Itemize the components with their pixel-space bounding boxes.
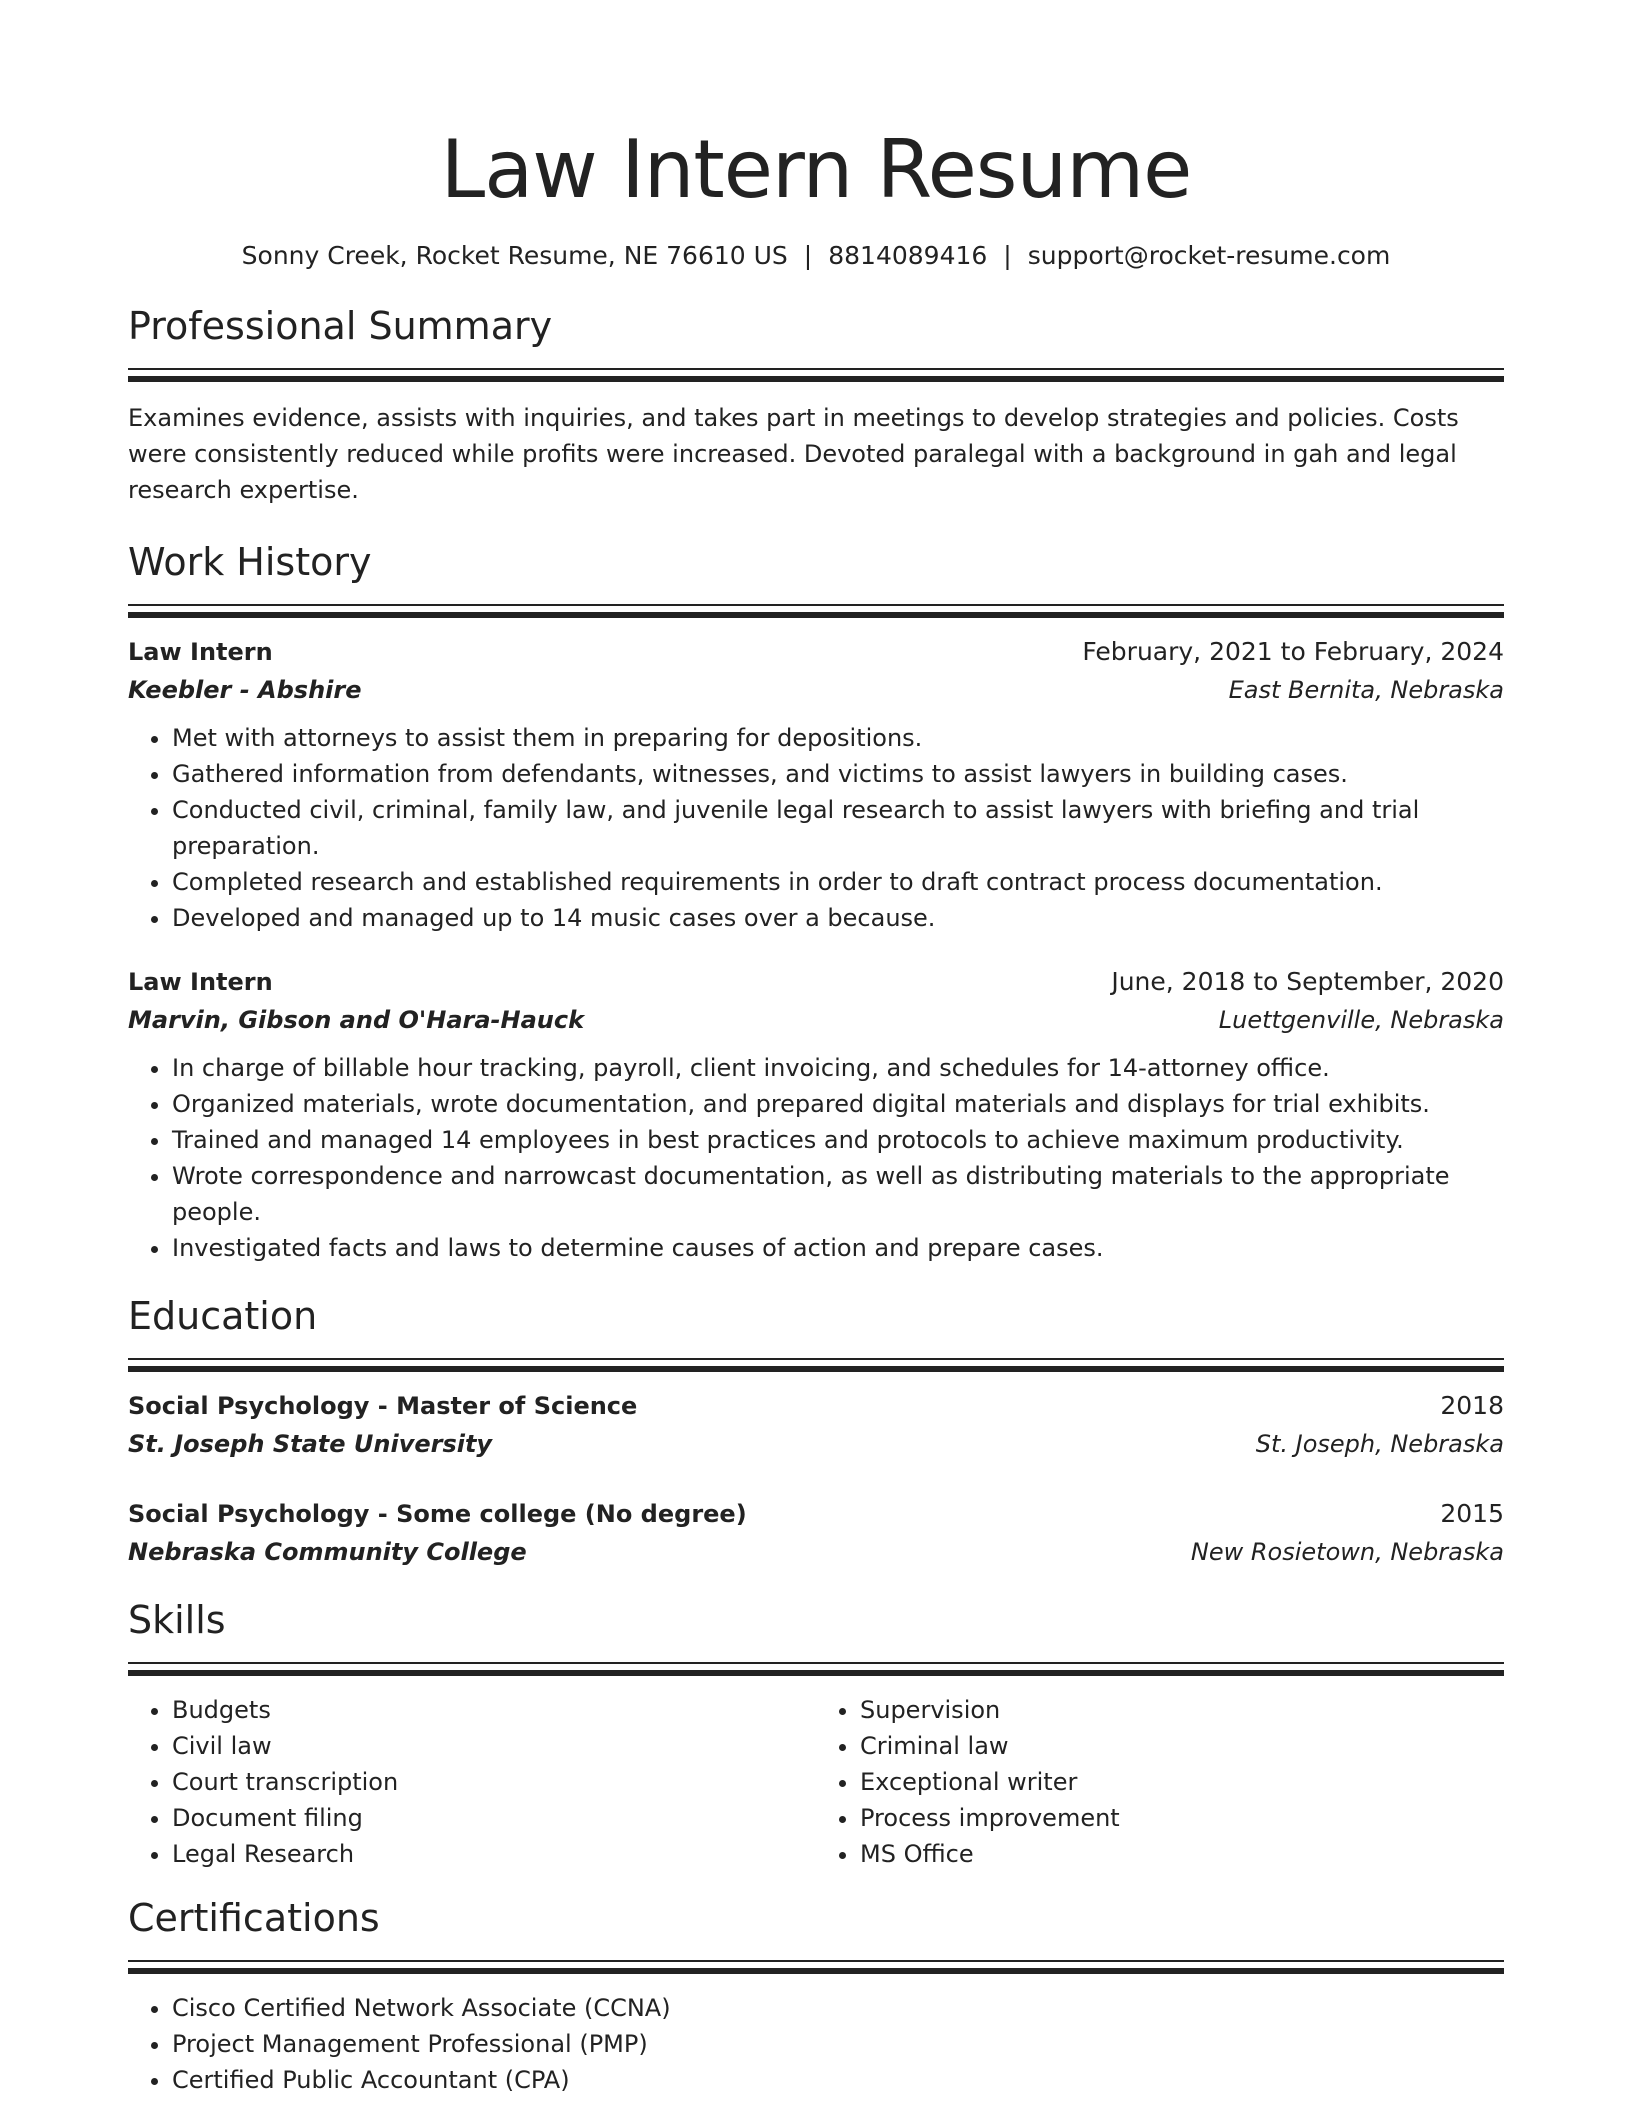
- job-location: Luettgenville, Nebraska: [1218, 1006, 1504, 1034]
- list-item: • Trained and managed 14 employees in best practices and protocols to achieve maximum productivity.: [172, 1122, 1504, 1158]
- job-company: Keebler - Abshire: [128, 676, 362, 704]
- section-heading-work: Work History: [128, 540, 372, 584]
- list-item: • Gathered information from defendants, witnesses, and victims to assist lawyers in building cases.: [172, 756, 1504, 792]
- skill-item: • Exceptional writer: [860, 1764, 1504, 1800]
- education-year: 2015: [1440, 1499, 1504, 1528]
- job-location: East Bernita, Nebraska: [1228, 676, 1504, 704]
- contact-address: Sonny Creek, Rocket Resume, NE 76610 US: [241, 241, 788, 270]
- section-divider: [128, 368, 1504, 384]
- section-divider: [128, 1960, 1504, 1976]
- skill-item: • Budgets: [172, 1692, 816, 1728]
- education-entry: [128, 1496, 1504, 1572]
- section-heading-summary: Professional Summary: [128, 304, 553, 348]
- skill-item: • MS Office: [860, 1836, 1504, 1872]
- education-entry: [128, 1388, 1504, 1464]
- skills-list-left: [128, 1692, 816, 1872]
- skills-list-right: [816, 1692, 1504, 1872]
- education-location: St. Joseph, Nebraska: [1255, 1430, 1504, 1458]
- contact-line: [128, 240, 1504, 272]
- skills-columns: [128, 1678, 1504, 1872]
- job-duties: [128, 720, 1504, 936]
- section-heading-certifications: Certifications: [128, 1896, 380, 1940]
- section-divider: [128, 1358, 1504, 1374]
- job-entry: [128, 634, 1504, 936]
- contact-separator: |: [803, 241, 813, 270]
- section-heading-education: Education: [128, 1294, 318, 1338]
- list-item: • Investigated facts and laws to determine causes of action and prepare cases.: [172, 1230, 1504, 1266]
- education-location: New Rosietown, Nebraska: [1190, 1538, 1504, 1566]
- certifications-section: [128, 1894, 1504, 2098]
- job-company: Marvin, Gibson and O'Hara-Hauck: [128, 1006, 585, 1034]
- job-dates: June, 2018 to September, 2020: [1111, 967, 1504, 996]
- contact-email: support@rocket-resume.com: [1027, 241, 1391, 270]
- contact-separator: |: [1003, 241, 1012, 270]
- section-divider: [128, 1662, 1504, 1678]
- skill-item: • Civil law: [172, 1728, 816, 1764]
- summary-text: Examines evidence, assists with inquiries, and takes part in meetings to develop strategies and policies. Costs were consistently reduced while profits were increased. Devoted paralegal with a background in gah and legal research expertise.: [128, 404, 1459, 504]
- list-item: • Completed research and established requirements in order to draft contract process documentation.: [172, 864, 1504, 900]
- skills-section: [128, 1596, 1504, 1872]
- education-degree: Social Psychology - Master of Science: [128, 1392, 638, 1420]
- list-item: • Organized materials, wrote documentation, and prepared digital materials and displays for trial exhibits.: [172, 1086, 1504, 1122]
- education-year: 2018: [1440, 1391, 1504, 1420]
- list-item: • Conducted civil, criminal, family law, and juvenile legal research to assist lawyers with briefing and trial preparation.: [172, 792, 1504, 864]
- contact-phone: 8814089416: [828, 241, 988, 270]
- work-history-section: [128, 538, 1504, 1266]
- job-dates: February, 2021 to February, 2024: [1082, 637, 1504, 666]
- skill-item: • Legal Research: [172, 1836, 816, 1872]
- summary-section: [128, 302, 1504, 508]
- job-title: Law Intern: [128, 638, 273, 666]
- skill-item: • Criminal law: [860, 1728, 1504, 1764]
- list-item: • In charge of billable hour tracking, payroll, client invoicing, and schedules for 14-attorney office.: [172, 1050, 1504, 1086]
- education-section: [128, 1292, 1504, 1572]
- skill-item: • Court transcription: [172, 1764, 816, 1800]
- education-school: Nebraska Community College: [128, 1538, 527, 1566]
- list-item: • Developed and managed up to 14 music cases over a because.: [172, 900, 1504, 936]
- skill-item: • Supervision: [860, 1692, 1504, 1728]
- list-item: • Wrote correspondence and narrowcast documentation, as well as distributing materials to the appropriate people.: [172, 1158, 1504, 1230]
- job-entry: [128, 964, 1504, 1266]
- certifications-list: [128, 1990, 1504, 2098]
- certification-item: • Certified Public Accountant (CPA): [172, 2062, 1504, 2098]
- skill-item: • Process improvement: [860, 1800, 1504, 1836]
- certification-item: • Cisco Certified Network Associate (CCNA): [172, 1990, 1504, 2026]
- section-divider: [128, 604, 1504, 620]
- skill-item: • Document filing: [172, 1800, 816, 1836]
- list-item: • Met with attorneys to assist them in preparing for depositions.: [172, 720, 1504, 756]
- section-heading-skills: Skills: [128, 1598, 226, 1642]
- job-duties: [128, 1050, 1504, 1266]
- job-title: Law Intern: [128, 968, 273, 996]
- education-school: St. Joseph State University: [128, 1430, 493, 1458]
- certification-item: • Project Management Professional (PMP): [172, 2026, 1504, 2062]
- resume-title: Law Intern Resume: [440, 123, 1192, 216]
- education-degree: Social Psychology - Some college (No degree): [128, 1500, 747, 1528]
